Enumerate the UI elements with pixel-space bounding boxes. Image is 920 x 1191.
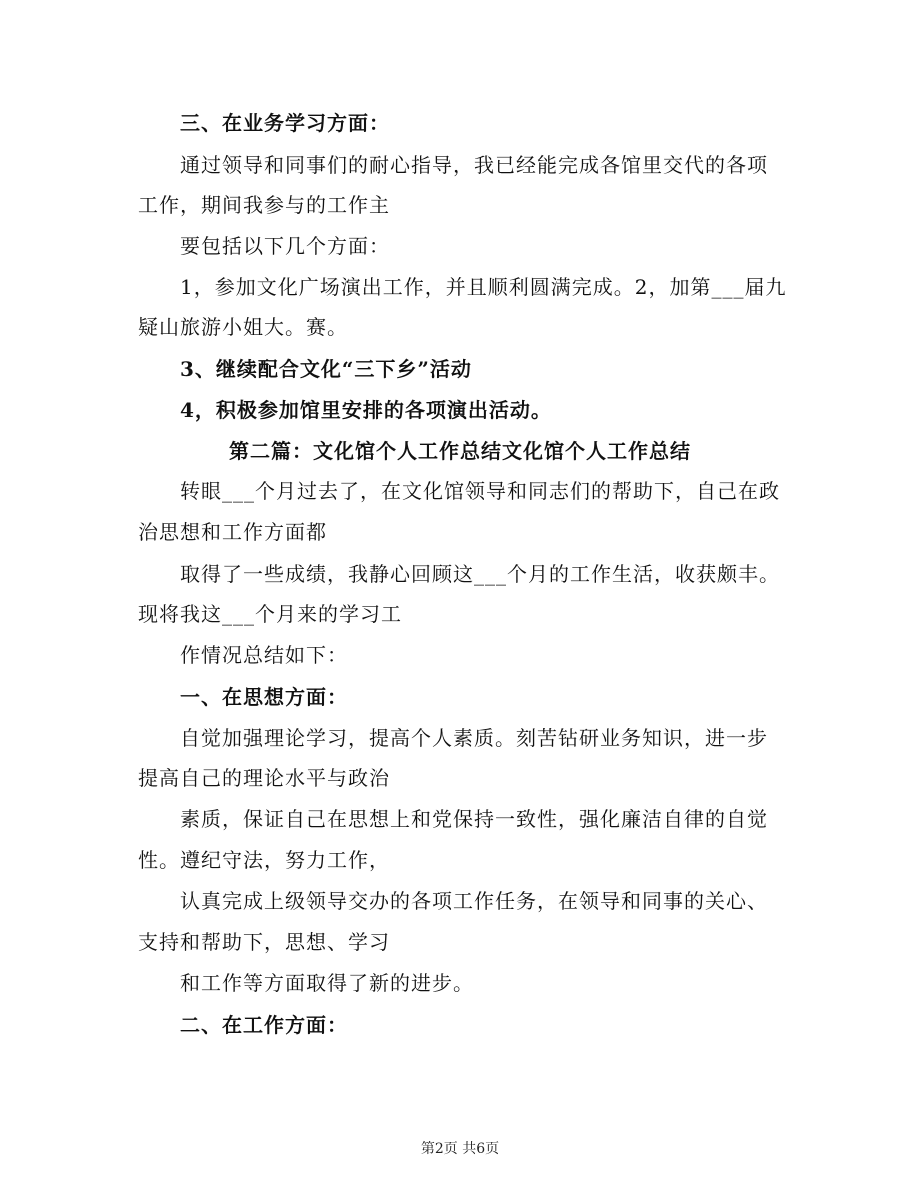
list-item-bold: 4，积极参加馆里安排的各项演出活动。 bbox=[180, 398, 552, 422]
paragraph-line: 作情况总结如下： bbox=[180, 643, 348, 667]
chapter-title: 第二篇：文化馆个人工作总结文化馆个人工作总结 bbox=[229, 439, 691, 463]
paragraph-line: 认真完成上级领导交办的各项工作任务，在领导和同事的关心、 bbox=[180, 889, 768, 913]
paragraph-line: 取得了一些成绩，我静心回顾这___个月的工作生活，收获颇丰。 bbox=[180, 562, 780, 586]
paragraph-line: 支持和帮助下，思想、学习 bbox=[138, 930, 390, 954]
paragraph-line: 和工作等方面取得了新的进步。 bbox=[180, 971, 474, 995]
paragraph-line: 疑山旅游小姐大。赛。 bbox=[138, 315, 348, 339]
paragraph-line: 自觉加强理论学习，提高个人素质。刻苦钻研业务知识，进一步 bbox=[180, 726, 768, 750]
list-item-bold: 3、继续配合文化“三下乡”活动 bbox=[180, 357, 472, 381]
section-heading-thought: 一、在思想方面： bbox=[180, 685, 348, 709]
paragraph-line: 要包括以下几个方面： bbox=[180, 234, 390, 258]
section-heading-business-study: 三、在业务学习方面： bbox=[180, 111, 390, 135]
paragraph-line: 治思想和工作方面都 bbox=[138, 520, 327, 544]
paragraph-line: 性。遵纪守法，努力工作， bbox=[138, 848, 390, 872]
paragraph-line: 工作，期间我参与的工作主 bbox=[138, 193, 390, 217]
paragraph-line: 通过领导和同事们的耐心指导，我已经能完成各馆里交代的各项 bbox=[180, 153, 768, 177]
paragraph-line: 提高自己的理论水平与政治 bbox=[138, 766, 390, 790]
section-heading-work: 二、在工作方面： bbox=[180, 1013, 348, 1037]
paragraph-line: 素质，保证自己在思想上和党保持一致性，强化廉洁自律的自觉 bbox=[180, 807, 768, 831]
paragraph-line: 现将我这___个月来的学习工 bbox=[138, 602, 402, 626]
page-number-footer: 第2页 共6页 bbox=[420, 1141, 500, 1157]
paragraph-line: 1，参加文化广场演出工作，并且顺利圆满完成。2，加第___届九 bbox=[180, 275, 787, 299]
paragraph-line: 转眼___个月过去了，在文化馆领导和同志们的帮助下，自己在政 bbox=[180, 479, 780, 503]
